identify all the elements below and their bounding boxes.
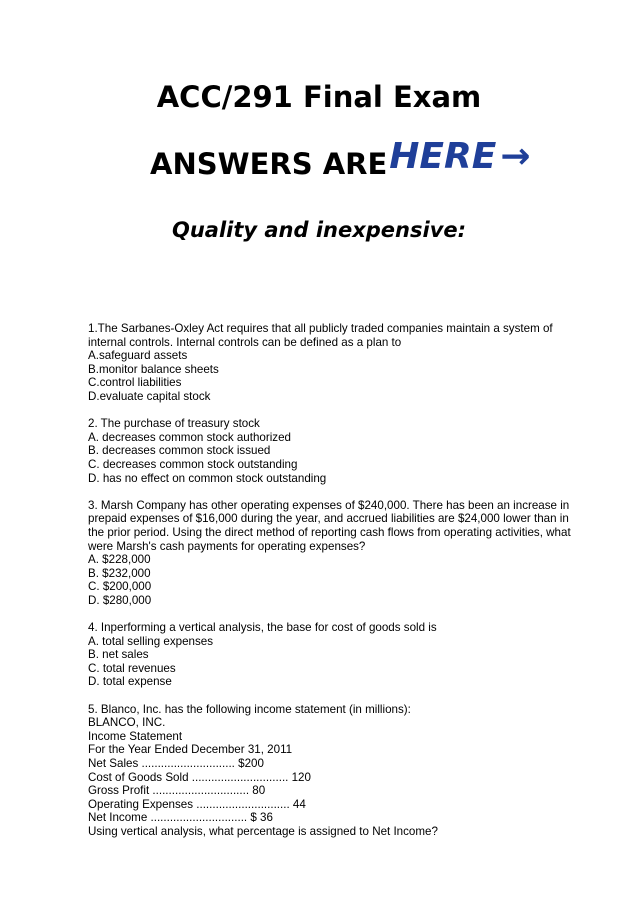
question-stem-line: Using vertical analysis, what percentage is assigned to Net Income? xyxy=(88,824,438,838)
question-stem-line: prepaid expenses of $16,000 during the year, and accrued liabilities are $24,000 lower than in xyxy=(88,512,569,526)
answers-heading xyxy=(150,136,531,183)
question-stem-line: the prior period. Using the direct method of reporting cash flows from operating activities, what xyxy=(88,525,571,539)
question-3 xyxy=(88,499,588,608)
question-stem-line: were Marsh's cash payments for operating expenses? xyxy=(88,539,366,553)
statement-line-cogs: Cost of Goods Sold .............................. 120 xyxy=(88,770,311,784)
tagline: Quality and inexpensive: xyxy=(171,218,467,242)
answer-option: A. $228,000 xyxy=(88,553,151,567)
answer-option: B. net sales xyxy=(88,648,149,662)
question-stem-line: 4. Inperforming a vertical analysis, the base for cost of goods sold is xyxy=(88,621,437,635)
answer-option: B. $232,000 xyxy=(88,566,151,580)
question-stem-line: 5. Blanco, Inc. has the following income statement (in millions): xyxy=(88,702,411,716)
arrow-right-icon[interactable]: → xyxy=(500,136,531,177)
answer-option: D. total expense xyxy=(88,675,172,689)
questions-list xyxy=(88,322,588,852)
answer-option: A. total selling expenses xyxy=(88,634,214,648)
statement-line-operating-expenses: Operating Expenses ............................. 44 xyxy=(88,797,306,811)
answer-option: D. has no effect on common stock outstanding xyxy=(88,471,327,485)
question-2 xyxy=(88,417,588,485)
statement-period: For the Year Ended December 31, 2011 xyxy=(88,743,293,757)
question-5 xyxy=(88,703,588,839)
answer-option: A. decreases common stock authorized xyxy=(88,430,291,444)
here-link[interactable]: HERE xyxy=(389,136,497,177)
answer-option: C. total revenues xyxy=(88,661,176,675)
answer-option: C.control liabilities xyxy=(88,376,182,390)
page-title: ACC/291 Final Exam xyxy=(156,80,482,114)
statement-line-net-income: Net Income .............................. $ 36 xyxy=(88,811,273,825)
question-4 xyxy=(88,621,588,689)
statement-line-gross-profit: Gross Profit .............................. 80 xyxy=(88,784,266,798)
question-stem-line: 1.The Sarbanes-Oxley Act requires that all publicly traded companies maintain a system of xyxy=(88,322,553,335)
answer-option: D. $280,000 xyxy=(88,593,152,607)
answer-option: B. decreases common stock issued xyxy=(88,444,271,458)
answer-option: B.monitor balance sheets xyxy=(88,362,219,376)
question-stem-line: 2. The purchase of treasury stock xyxy=(88,417,260,431)
answer-option: C. decreases common stock outstanding xyxy=(88,457,298,471)
answer-option: D.evaluate capital stock xyxy=(88,389,211,403)
question-1 xyxy=(88,322,588,404)
question-stem-line: internal controls. Internal controls can be defined as a plan to xyxy=(88,335,402,349)
question-stem-line: 3. Marsh Company has other operating expenses of $240,000. There has been an increase in xyxy=(88,498,570,512)
answer-option: C. $200,000 xyxy=(88,580,152,594)
statement-title: Income Statement xyxy=(88,729,183,743)
answer-option: A.safeguard assets xyxy=(88,349,188,363)
statement-company: BLANCO, INC. xyxy=(88,716,166,730)
statement-line-net-sales: Net Sales ............................. $200 xyxy=(88,757,264,770)
answers-prefix: ANSWERS ARE xyxy=(150,147,388,181)
